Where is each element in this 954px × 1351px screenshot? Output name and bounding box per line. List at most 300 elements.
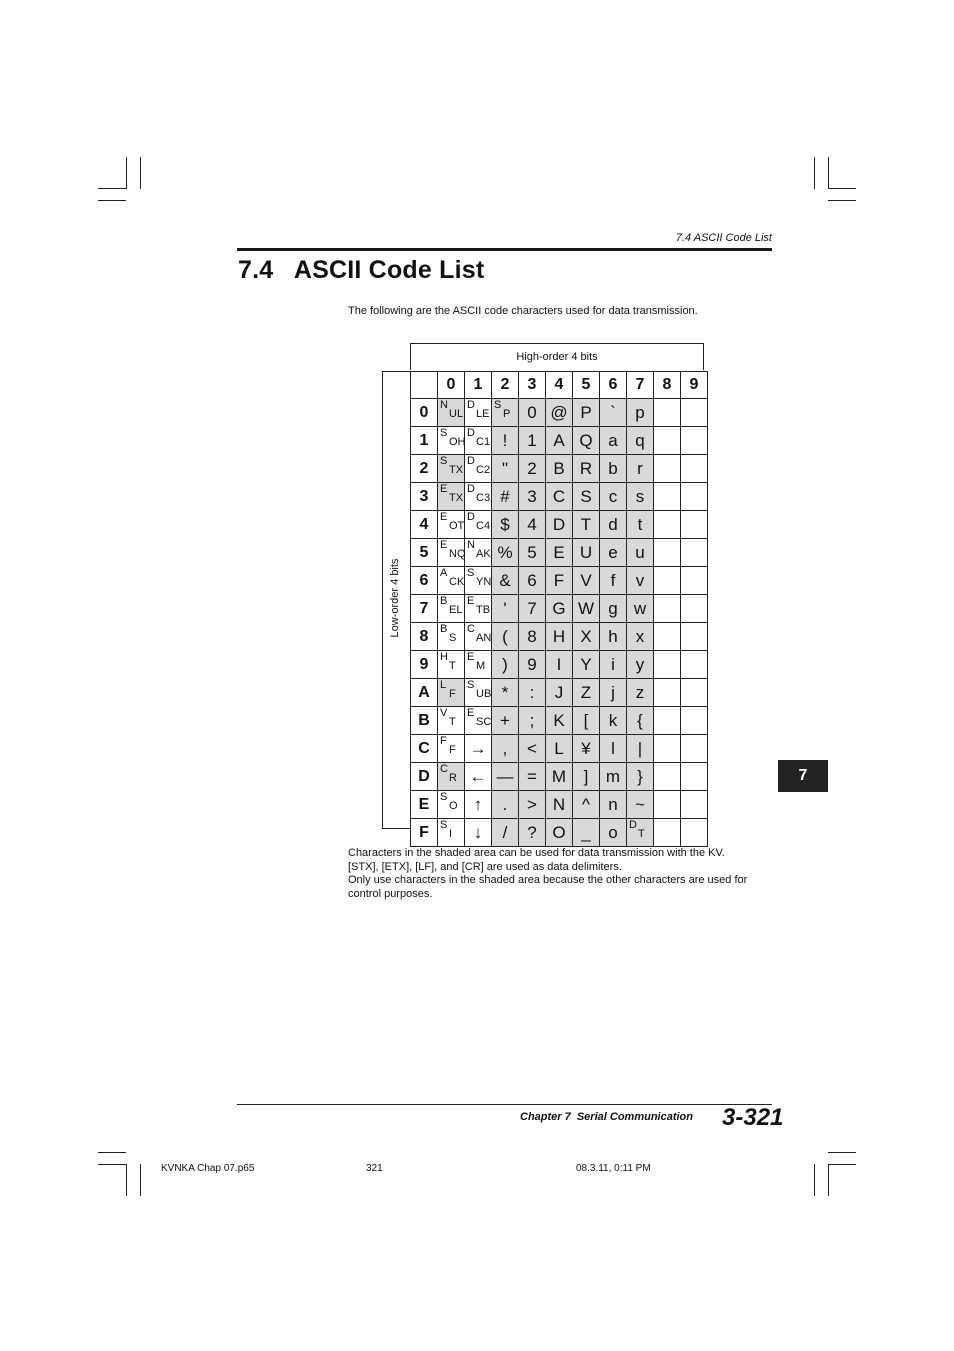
- control-code-prefix: S: [440, 791, 448, 803]
- control-code-cell: [465, 399, 492, 427]
- note-line: Only use characters in the shaded area because the other characters are used for control purposes.: [348, 874, 748, 900]
- empty-cell: [654, 483, 681, 511]
- empty-cell: [681, 595, 708, 623]
- control-code: [465, 595, 489, 619]
- control-code-suffix: I: [449, 828, 453, 840]
- character-cell: (: [492, 623, 519, 651]
- chapter-label: Chapter 7 Serial Communication: [520, 1111, 693, 1123]
- character-cell: G: [546, 595, 573, 623]
- column-header: 8: [654, 372, 681, 399]
- footer-rule: [237, 1104, 772, 1105]
- table-row: [411, 623, 708, 651]
- character-cell: >: [519, 791, 546, 819]
- character-cell: J: [546, 679, 573, 707]
- character-cell: L: [546, 735, 573, 763]
- character-cell: Q: [573, 427, 600, 455]
- character-cell: ': [492, 595, 519, 623]
- character-cell: c: [600, 483, 627, 511]
- control-code: [438, 623, 462, 647]
- control-code-cell: [465, 427, 492, 455]
- character-cell: ~: [627, 791, 654, 819]
- row-header: 4: [411, 511, 438, 539]
- control-code-suffix: T: [449, 716, 456, 728]
- empty-cell: [681, 427, 708, 455]
- character-cell: e: [600, 539, 627, 567]
- control-code-suffix: M: [476, 660, 486, 672]
- control-code-prefix: D: [467, 427, 475, 439]
- control-code: [438, 511, 465, 535]
- control-code-cell: [438, 511, 465, 539]
- table-row: [411, 399, 708, 427]
- character-cell: ¥: [573, 735, 600, 763]
- row-header: 5: [411, 539, 438, 567]
- control-code-suffix: TX: [449, 464, 464, 476]
- column-header: 3: [519, 372, 546, 399]
- character-cell: z: [627, 679, 654, 707]
- character-cell: C: [546, 483, 573, 511]
- column-header: 0: [438, 372, 465, 399]
- control-code-cell: [465, 539, 492, 567]
- control-code-prefix: C: [440, 763, 448, 775]
- control-code-cell: [465, 483, 492, 511]
- character-cell: 3: [519, 483, 546, 511]
- control-code-prefix: A: [440, 567, 448, 579]
- crop-mark: [126, 1164, 127, 1196]
- control-code-cell: [438, 595, 465, 623]
- character-cell: 5: [519, 539, 546, 567]
- table-row: [411, 735, 708, 763]
- control-code: [465, 455, 489, 479]
- column-header: 1: [465, 372, 492, 399]
- control-code: [438, 567, 465, 591]
- control-code-suffix: T: [449, 660, 456, 672]
- control-code: [465, 511, 489, 535]
- character-cell: .: [492, 791, 519, 819]
- control-code: [438, 399, 462, 423]
- control-code-suffix: SC: [476, 716, 492, 728]
- control-code: [438, 651, 462, 675]
- control-code-cell: [438, 623, 465, 651]
- character-cell: N: [546, 791, 573, 819]
- character-cell: a: [600, 427, 627, 455]
- control-code-cell: [465, 707, 492, 735]
- crop-mark: [828, 1164, 829, 1196]
- control-code-suffix: CK: [449, 576, 465, 588]
- table-row: [411, 651, 708, 679]
- empty-cell: [681, 707, 708, 735]
- note-line: Characters in the shaded area can be used for data transmission with the KV.: [348, 847, 725, 859]
- control-code-suffix: TX: [449, 492, 464, 504]
- crop-mark: [126, 157, 127, 189]
- control-code-cell: [465, 455, 492, 483]
- control-code-prefix: D: [467, 455, 475, 467]
- header-rule: [237, 248, 772, 251]
- row-header: 1: [411, 427, 438, 455]
- control-code-cell: [438, 763, 465, 791]
- control-code-cell: [438, 427, 465, 455]
- control-code-prefix: E: [440, 511, 448, 523]
- empty-cell: [681, 679, 708, 707]
- table-row: [411, 567, 708, 595]
- control-code: [438, 455, 462, 479]
- row-header: C: [411, 735, 438, 763]
- empty-cell: [681, 819, 708, 847]
- control-code-suffix: EL: [449, 604, 463, 616]
- character-cell: x: [627, 623, 654, 651]
- character-cell: 1: [519, 427, 546, 455]
- control-code-suffix: F: [449, 744, 456, 756]
- control-code: [465, 623, 492, 647]
- character-cell: n: [600, 791, 627, 819]
- control-code-cell: [465, 623, 492, 651]
- running-head: 7.4 ASCII Code List: [675, 232, 772, 244]
- empty-cell: [681, 651, 708, 679]
- control-code-cell: [438, 791, 465, 819]
- control-code: [438, 707, 462, 731]
- character-cell: r: [627, 455, 654, 483]
- character-cell: %: [492, 539, 519, 567]
- empty-cell: [681, 483, 708, 511]
- character-cell: v: [627, 567, 654, 595]
- crop-mark: [828, 1164, 856, 1165]
- character-cell: o: [600, 819, 627, 847]
- character-cell: F: [546, 567, 573, 595]
- row-header: 8: [411, 623, 438, 651]
- character-cell: l: [600, 735, 627, 763]
- corner-cell: [411, 372, 438, 399]
- character-cell: _: [573, 819, 600, 847]
- table-row: [411, 707, 708, 735]
- character-cell: ,: [492, 735, 519, 763]
- character-cell: [: [573, 707, 600, 735]
- empty-cell: [681, 455, 708, 483]
- control-code-cell: [438, 399, 465, 427]
- character-cell: |: [627, 735, 654, 763]
- empty-cell: [654, 427, 681, 455]
- empty-cell: [654, 679, 681, 707]
- character-cell: ^: [573, 791, 600, 819]
- character-cell: ;: [519, 707, 546, 735]
- intro-text: The following are the ASCII code characters used for data transmission.: [348, 305, 698, 317]
- control-code-cell: [438, 707, 465, 735]
- crop-mark: [828, 200, 856, 201]
- character-cell: *: [492, 679, 519, 707]
- character-cell: {: [627, 707, 654, 735]
- control-code-prefix: S: [467, 567, 475, 579]
- empty-cell: [654, 455, 681, 483]
- notes: [348, 847, 773, 901]
- empty-cell: [654, 763, 681, 791]
- column-header-row: [411, 372, 708, 399]
- character-cell: V: [573, 567, 600, 595]
- crop-mark: [828, 188, 856, 189]
- character-cell: t: [627, 511, 654, 539]
- slug-file: KVNKA Chap 07.p65: [161, 1163, 255, 1174]
- control-code-cell: [465, 651, 492, 679]
- control-code-prefix: F: [440, 735, 447, 747]
- character-cell: R: [573, 455, 600, 483]
- row-header: 9: [411, 651, 438, 679]
- control-code-prefix: S: [440, 427, 448, 439]
- control-code-cell: [438, 483, 465, 511]
- character-cell: +: [492, 707, 519, 735]
- character-cell: #: [492, 483, 519, 511]
- table-row: [411, 427, 708, 455]
- note-line: [STX], [ETX], [LF], and [CR] are used as data delimiters.: [348, 860, 622, 873]
- empty-cell: [654, 595, 681, 623]
- control-code-prefix: S: [440, 819, 448, 831]
- control-code: [438, 791, 462, 815]
- empty-cell: [681, 567, 708, 595]
- control-code-cell: [465, 511, 492, 539]
- table-row: [411, 595, 708, 623]
- row-header: D: [411, 763, 438, 791]
- control-code-cell: [438, 539, 465, 567]
- character-cell: ↓: [465, 819, 492, 847]
- row-header: 7: [411, 595, 438, 623]
- control-code: [465, 651, 489, 675]
- character-cell: }: [627, 763, 654, 791]
- character-cell: Y: [573, 651, 600, 679]
- character-cell: ]: [573, 763, 600, 791]
- character-cell: k: [600, 707, 627, 735]
- control-code-prefix: B: [440, 623, 448, 635]
- character-cell: b: [600, 455, 627, 483]
- character-cell: u: [627, 539, 654, 567]
- control-code-prefix: N: [440, 399, 448, 411]
- control-code-suffix: P: [503, 408, 511, 420]
- character-cell: g: [600, 595, 627, 623]
- character-cell: i: [600, 651, 627, 679]
- control-code-suffix: OT: [449, 520, 465, 532]
- control-code-cell: [492, 399, 519, 427]
- chapter-tab: 7: [778, 760, 828, 792]
- character-cell: ←: [465, 763, 492, 791]
- character-cell: 9: [519, 651, 546, 679]
- control-code: [438, 735, 462, 759]
- character-cell: `: [600, 399, 627, 427]
- control-code: [438, 483, 462, 507]
- control-code-prefix: S: [467, 679, 475, 691]
- control-code: [438, 595, 462, 619]
- control-code-cell: [627, 819, 654, 847]
- control-code-suffix: TB: [476, 604, 491, 616]
- control-code: [438, 679, 462, 703]
- character-cell: S: [573, 483, 600, 511]
- control-code-suffix: LE: [476, 408, 490, 420]
- character-cell: ): [492, 651, 519, 679]
- control-code-cell: [438, 679, 465, 707]
- character-cell: 8: [519, 623, 546, 651]
- table-row: [411, 539, 708, 567]
- control-code: [438, 819, 462, 843]
- control-code-suffix: C4: [476, 520, 491, 532]
- control-code-cell: [438, 819, 465, 847]
- control-code-suffix: UL: [449, 408, 464, 420]
- character-cell: w: [627, 595, 654, 623]
- control-code-prefix: H: [440, 651, 448, 663]
- row-header: A: [411, 679, 438, 707]
- control-code: [465, 399, 489, 423]
- control-code-cell: [465, 595, 492, 623]
- control-code-prefix: S: [440, 455, 448, 467]
- character-cell: O: [546, 819, 573, 847]
- control-code-cell: [438, 651, 465, 679]
- character-cell: <: [519, 735, 546, 763]
- crop-mark: [98, 1164, 126, 1165]
- character-cell: f: [600, 567, 627, 595]
- character-cell: P: [573, 399, 600, 427]
- character-cell: m: [600, 763, 627, 791]
- character-cell: &: [492, 567, 519, 595]
- crop-mark: [828, 1152, 856, 1153]
- empty-cell: [654, 791, 681, 819]
- character-cell: D: [546, 511, 573, 539]
- control-code: [465, 707, 492, 731]
- control-code-suffix: C1: [476, 436, 491, 448]
- character-cell: 6: [519, 567, 546, 595]
- crop-mark: [98, 200, 126, 201]
- empty-cell: [654, 651, 681, 679]
- control-code: [627, 819, 651, 843]
- character-cell: T: [573, 511, 600, 539]
- character-cell: q: [627, 427, 654, 455]
- character-cell: 2: [519, 455, 546, 483]
- empty-cell: [681, 511, 708, 539]
- control-code-prefix: E: [467, 651, 475, 663]
- character-cell: h: [600, 623, 627, 651]
- control-code-suffix: AK: [476, 548, 491, 560]
- control-code-suffix: OH: [449, 436, 466, 448]
- empty-cell: [681, 539, 708, 567]
- character-cell: @: [546, 399, 573, 427]
- row-header: 3: [411, 483, 438, 511]
- character-cell: p: [627, 399, 654, 427]
- control-code-prefix: D: [467, 511, 475, 523]
- control-code: [438, 427, 466, 451]
- character-cell: A: [546, 427, 573, 455]
- empty-cell: [681, 623, 708, 651]
- control-code-cell: [438, 455, 465, 483]
- control-code-prefix: S: [494, 399, 502, 411]
- crop-mark: [814, 1164, 815, 1196]
- control-code-prefix: C: [467, 623, 475, 635]
- character-cell: M: [546, 763, 573, 791]
- control-code-prefix: V: [440, 707, 448, 719]
- row-header: 2: [411, 455, 438, 483]
- control-code-suffix: UB: [476, 688, 492, 700]
- empty-cell: [654, 511, 681, 539]
- control-code-cell: [465, 679, 492, 707]
- slug-page: 321: [366, 1163, 383, 1174]
- table-row: [411, 819, 708, 847]
- character-cell: :: [519, 679, 546, 707]
- table-row: [411, 679, 708, 707]
- character-cell: W: [573, 595, 600, 623]
- column-header: 9: [681, 372, 708, 399]
- control-code-prefix: E: [440, 539, 448, 551]
- character-cell: U: [573, 539, 600, 567]
- character-cell: 0: [519, 399, 546, 427]
- control-code-suffix: S: [449, 632, 457, 644]
- control-code-cell: [438, 735, 465, 763]
- empty-cell: [654, 735, 681, 763]
- column-header: 6: [600, 372, 627, 399]
- character-cell: K: [546, 707, 573, 735]
- column-header: 4: [546, 372, 573, 399]
- control-code-suffix: AN: [476, 632, 492, 644]
- control-code-suffix: C2: [476, 464, 491, 476]
- table-row: [411, 455, 708, 483]
- character-cell: !: [492, 427, 519, 455]
- empty-cell: [681, 791, 708, 819]
- crop-mark: [140, 1164, 141, 1196]
- column-header: 7: [627, 372, 654, 399]
- control-code-prefix: D: [467, 483, 475, 495]
- row-header: B: [411, 707, 438, 735]
- empty-cell: [681, 735, 708, 763]
- empty-cell: [654, 819, 681, 847]
- crop-mark: [140, 157, 141, 189]
- control-code: [465, 539, 489, 563]
- table-row: [411, 511, 708, 539]
- character-cell: ?: [519, 819, 546, 847]
- control-code-prefix: L: [440, 679, 447, 691]
- character-cell: =: [519, 763, 546, 791]
- control-code-cell: [438, 567, 465, 595]
- character-cell: ↑: [465, 791, 492, 819]
- control-code-prefix: D: [467, 399, 475, 411]
- column-header: 5: [573, 372, 600, 399]
- control-code-cell: [465, 567, 492, 595]
- character-cell: $: [492, 511, 519, 539]
- control-code-suffix: O: [449, 800, 458, 812]
- control-code: [438, 763, 462, 787]
- control-code-prefix: E: [467, 595, 475, 607]
- crop-mark: [828, 157, 829, 189]
- empty-cell: [681, 399, 708, 427]
- character-cell: d: [600, 511, 627, 539]
- character-cell: 7: [519, 595, 546, 623]
- control-code-prefix: N: [467, 539, 475, 551]
- control-code-suffix: YN: [476, 576, 492, 588]
- control-code-suffix: C3: [476, 492, 491, 504]
- character-cell: s: [627, 483, 654, 511]
- control-code-prefix: B: [440, 595, 448, 607]
- control-code: [465, 567, 492, 591]
- control-code: [465, 427, 489, 451]
- row-header: F: [411, 819, 438, 847]
- high-order-label: [410, 343, 704, 370]
- row-header: E: [411, 791, 438, 819]
- character-cell: ": [492, 455, 519, 483]
- control-code-prefix: E: [467, 707, 475, 719]
- empty-cell: [654, 539, 681, 567]
- control-code: [438, 539, 466, 563]
- character-cell: X: [573, 623, 600, 651]
- control-code: [465, 483, 489, 507]
- character-cell: I: [546, 651, 573, 679]
- control-code-suffix: R: [449, 772, 457, 784]
- empty-cell: [654, 567, 681, 595]
- row-header: 0: [411, 399, 438, 427]
- low-order-label: Low-order 4 bits: [389, 558, 401, 638]
- table-row: [411, 791, 708, 819]
- table-row: [411, 763, 708, 791]
- empty-cell: [654, 399, 681, 427]
- slug-date: 08.3.11, 0:11 PM: [576, 1163, 651, 1174]
- control-code: [465, 679, 492, 703]
